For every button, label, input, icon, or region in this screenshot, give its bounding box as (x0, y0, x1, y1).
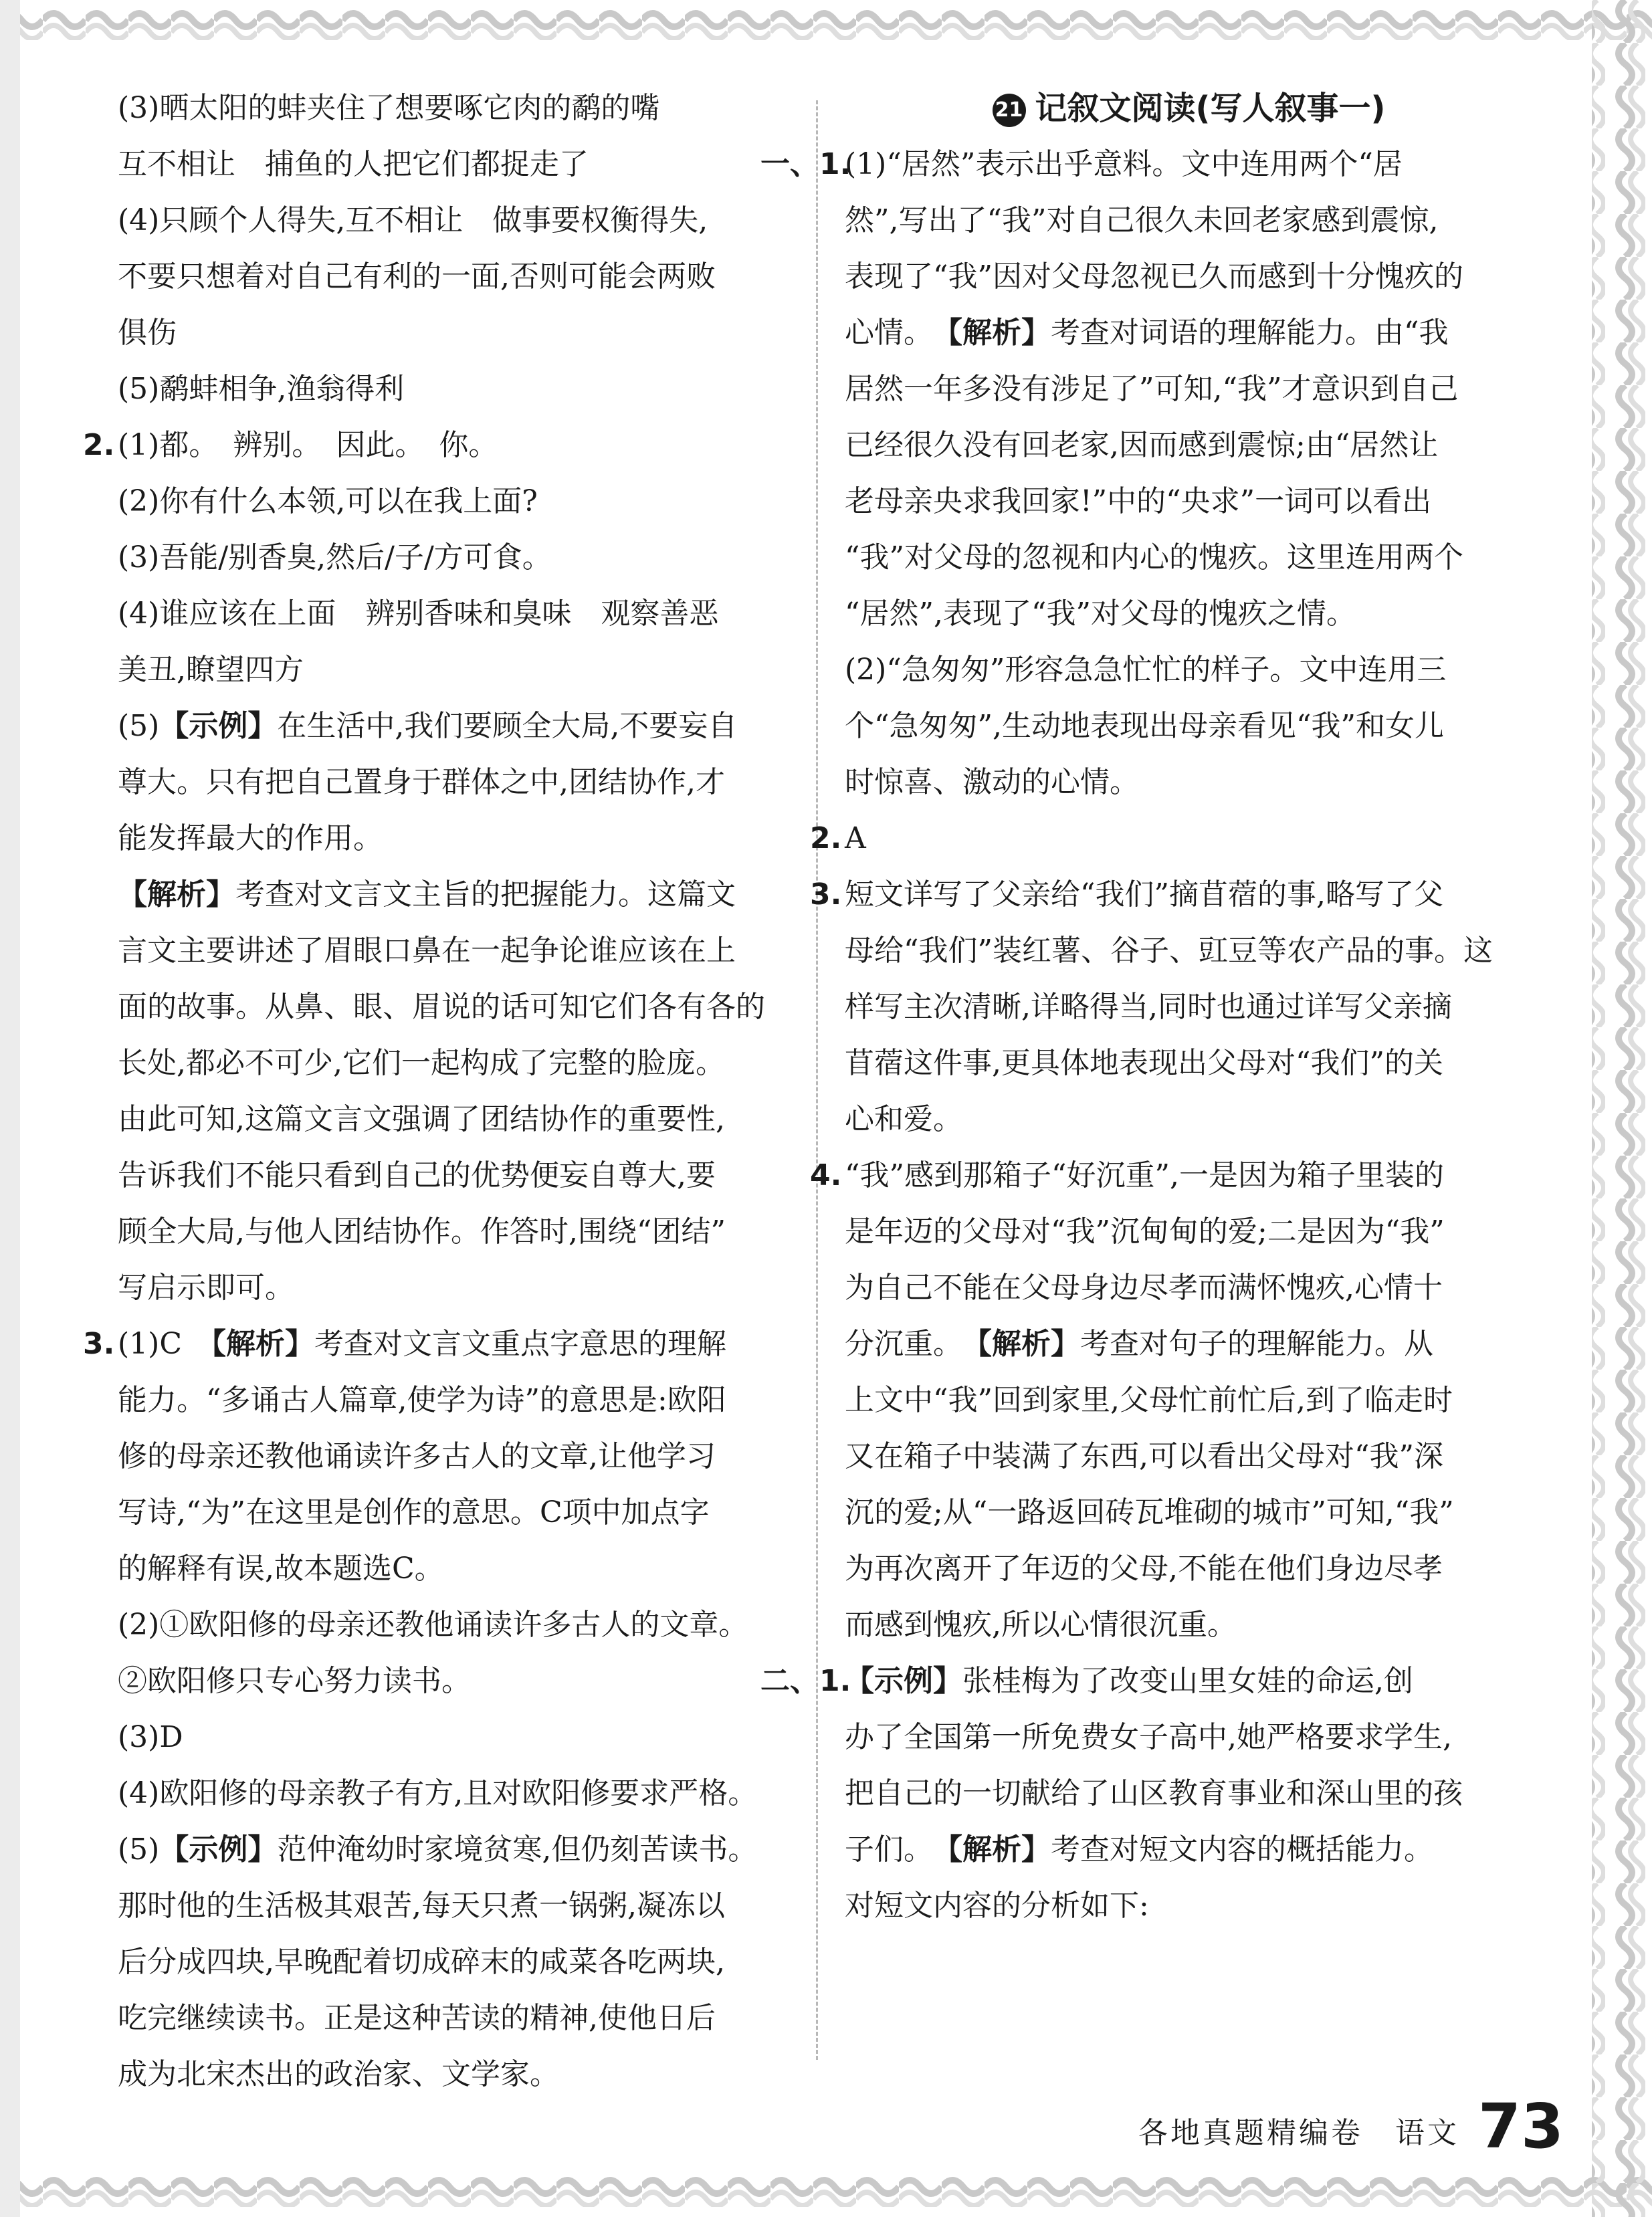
text-line: (4)只顾个人得失,互不相让 做事要权衡得失, (118, 203, 708, 237)
text-line: 言文主要讲述了眉眼口鼻在一起争论谁应该在上 (118, 934, 736, 968)
text-line: 3. (1)C 【解析】考查对文言文重点字意思的理解 (112, 1316, 788, 1372)
text-line: 老母亲央求我回家!”中的“央求”一词可以看出 (845, 484, 1432, 518)
text-line: 不要只想着对自己有利的一面,否则可能会两败 (118, 259, 716, 294)
example-tag: 【示例】 (159, 1832, 278, 1867)
text-line: 吃完继续读书。正是这种苦读的精神,使他日后 (118, 2001, 716, 2035)
text-line: 4. “我”感到那箱子“好沉重”,一是因为箱子里装的 (839, 1148, 1538, 1204)
text-line: 的解释有误,故本题选C。 (118, 1552, 444, 1586)
text-line: 告诉我们不能只看到自己的优势便妄自尊大,要 (118, 1158, 716, 1192)
text-line: 面的故事。从鼻、眼、眉说的话可知它们各有各的 (118, 990, 765, 1024)
text-line: 办了全国第一所免费女子高中,她严格要求学生, (845, 1720, 1452, 1754)
text-line: 而感到愧疚,所以心情很沉重。 (845, 1608, 1237, 1642)
text-line: 美丑,瞭望四方 (118, 653, 304, 687)
text-line: 母给“我们”装红薯、谷子、豇豆等农产品的事。这 (845, 934, 1493, 968)
text-line: 能发挥最大的作用。 (118, 821, 383, 855)
question-number: 2. (810, 821, 842, 855)
text-line: 苜蓿这件事,更具体地表现出父母对“我们”的关 (845, 1046, 1443, 1080)
text-line: (5)鹬蚌相争,渔翁得利 (118, 372, 405, 406)
text-line: 对短文内容的分析如下: (845, 1889, 1149, 1923)
text-line: 尊大。只有把自己置身于群体之中,团结协作,才 (118, 765, 725, 799)
text-line: 修的母亲还教他诵读许多古人的文章,让他学习 (118, 1439, 716, 1473)
text-line: 后分成四块,早晚配着切成碎末的咸菜各吃两块, (118, 1945, 725, 1979)
text-line: 为再次离开了年迈的父母,不能在他们身边尽孝 (845, 1552, 1443, 1586)
left-column (83, 80, 788, 2103)
text-line: 写诗,“为”在这里是创作的意思。C项中加点字 (118, 1495, 710, 1529)
text-line: 【解析】考查对文言文主旨的把握能力。这篇文 (118, 877, 736, 912)
part1-question-3 (810, 867, 1538, 1148)
text-line: 又在箱子中装满了东西,可以看出父母对“我”深 (845, 1439, 1443, 1473)
text-line: 时惊喜、激动的心情。 (845, 765, 1139, 799)
question-2 (83, 417, 788, 1316)
column-divider (816, 100, 818, 2060)
text-line: 心情。 【解析】考查对词语的理解能力。由“我 (845, 316, 1449, 350)
question-number: 3. (83, 1327, 115, 1361)
text-line: 顾全大局,与他人团结协作。作答时,围绕“团结” (118, 1215, 726, 1249)
part1-question-4 (810, 1148, 1538, 1653)
text-line: (4)欧阳修的母亲教子有方,且对欧阳修要求严格。 (118, 1776, 758, 1810)
right-column (760, 80, 1538, 1934)
analysis-tag: 【解析】 (211, 1327, 314, 1361)
text-line: (2)你有什么本领,可以在我上面? (118, 484, 538, 518)
text-line: 心和爱。 (845, 1102, 962, 1136)
text-line: 一、1. (1)“居然”表示出乎意料。文中连用两个“居 (839, 136, 1538, 193)
text-line: 居然一年多没有涉足了”可知,“我”才意识到自己 (845, 372, 1459, 406)
part2-question-1 (760, 1653, 1538, 1934)
text-line: (2)“急匆匆”形容急急忙忙的样子。文中连用三 (845, 653, 1447, 687)
text-line: 能力。“多诵古人篇章,使学为诗”的意思是:欧阳 (118, 1383, 726, 1417)
example-tag: 【示例】 (845, 1664, 962, 1698)
text-line: 写启示即可。 (118, 1271, 294, 1305)
text-line: 2. A (839, 811, 1538, 867)
text-line: “居然”,表现了“我”对父母的愧疚之情。 (845, 597, 1356, 631)
analysis-tag: 【解析】 (948, 1832, 1051, 1867)
text-line: 样写主次清晰,详略得当,同时也通过详写父亲摘 (845, 990, 1452, 1024)
text-line: (3)吾能/别香臭,然后/子/方可食。 (118, 540, 552, 574)
text-line: 表现了“我”因对父母忽视已久而感到十分愧疚的 (845, 259, 1463, 294)
part1-question-2 (810, 811, 1538, 867)
text-line: 俱伤 (118, 316, 177, 350)
text-line: (3)晒太阳的蚌夹住了想要啄它肉的鹬的嘴 (118, 91, 660, 125)
text-line: 互不相让 捕鱼的人把它们都捉走了 (118, 147, 589, 181)
text-line: (3)D (118, 1720, 183, 1754)
section-title: 21 记叙文阅读(写人叙事一) (839, 80, 1538, 136)
analysis-tag: 【解析】 (977, 1327, 1080, 1361)
text-line: 分沉重。 【解析】考查对句子的理解能力。从 (845, 1327, 1433, 1361)
text-line: 然”,写出了“我”对自己很久未回老家感到震惊, (845, 203, 1439, 237)
text-line: 上文中“我”回到家里,父母忙前忙后,到了临走时 (845, 1383, 1453, 1417)
text-line: 由此可知,这篇文言文强调了团结协作的重要性, (118, 1102, 725, 1136)
text-line: (4)谁应该在上面 辨别香味和臭味 观察善恶 (118, 597, 719, 631)
text-line: 是年迈的父母对“我”沉甸甸的爱;二是因为“我” (845, 1215, 1445, 1249)
text-line: 把自己的一切献给了山区教育事业和深山里的孩 (845, 1776, 1463, 1810)
text-line: 二、1. 【示例】张桂梅为了改变山里女娃的命运,创 (839, 1653, 1538, 1709)
question-number: 2. (83, 428, 115, 462)
question-number: 3. (810, 877, 842, 912)
text-line: 个“急匆匆”,生动地表现出母亲看见“我”和女儿 (845, 709, 1444, 743)
text-line: (2)①欧阳修的母亲还教他诵读许多古人的文章。 (118, 1608, 748, 1642)
text-line: 2. (1)都。 辨别。 因此。 你。 (112, 417, 788, 473)
question-3 (83, 1316, 788, 2103)
text-line: 沉的爱;从“一路返回砖瓦堆砌的城市”可知,“我” (845, 1495, 1454, 1529)
text-line: 长处,都必不可少,它们一起构成了完整的脸庞。 (118, 1046, 725, 1080)
analysis-tag: 【解析】 (948, 316, 1051, 350)
text-line: 那时他的生活极其艰苦,每天只煮一锅粥,凝冻以 (118, 1889, 725, 1923)
text-line: ②欧阳修只专心努力读书。 (118, 1664, 471, 1698)
q1-continuation (112, 80, 788, 417)
part1-question-1 (760, 136, 1538, 811)
page-footer (1138, 2080, 1564, 2160)
text-line: (5)【示例】在生活中,我们要顾全大局,不要妄自 (118, 709, 738, 743)
text-line: 3. 短文详写了父亲给“我们”摘苜蓿的事,略写了父 (839, 867, 1538, 923)
analysis-tag: 【解析】 (118, 877, 235, 912)
text-line: 成为北宋杰出的政治家、文学家。 (118, 2057, 559, 2091)
question-number: 4. (810, 1158, 842, 1192)
question-number: 一、1. (760, 147, 851, 181)
text-line: 为自己不能在父母身边尽孝而满怀愧疚,心情十 (845, 1271, 1443, 1305)
section-number-badge: 21 (993, 94, 1026, 127)
page-number: 73 (1477, 2091, 1564, 2162)
text-line: (5)【示例】范仲淹幼时家境贫寒,但仍刻苦读书。 (118, 1832, 758, 1867)
book-title: 各地真题精编卷 语文 (1138, 2116, 1459, 2150)
text-line: 子们。 【解析】考查对短文内容的概括能力。 (845, 1832, 1433, 1867)
question-number: 二、1. (760, 1664, 851, 1698)
text-line: 已经很久没有回老家,因而感到震惊;由“居然让 (845, 428, 1439, 462)
example-tag: 【示例】 (159, 709, 278, 743)
text-line: “我”对父母的忽视和内心的愧疚。这里连用两个 (845, 540, 1463, 574)
